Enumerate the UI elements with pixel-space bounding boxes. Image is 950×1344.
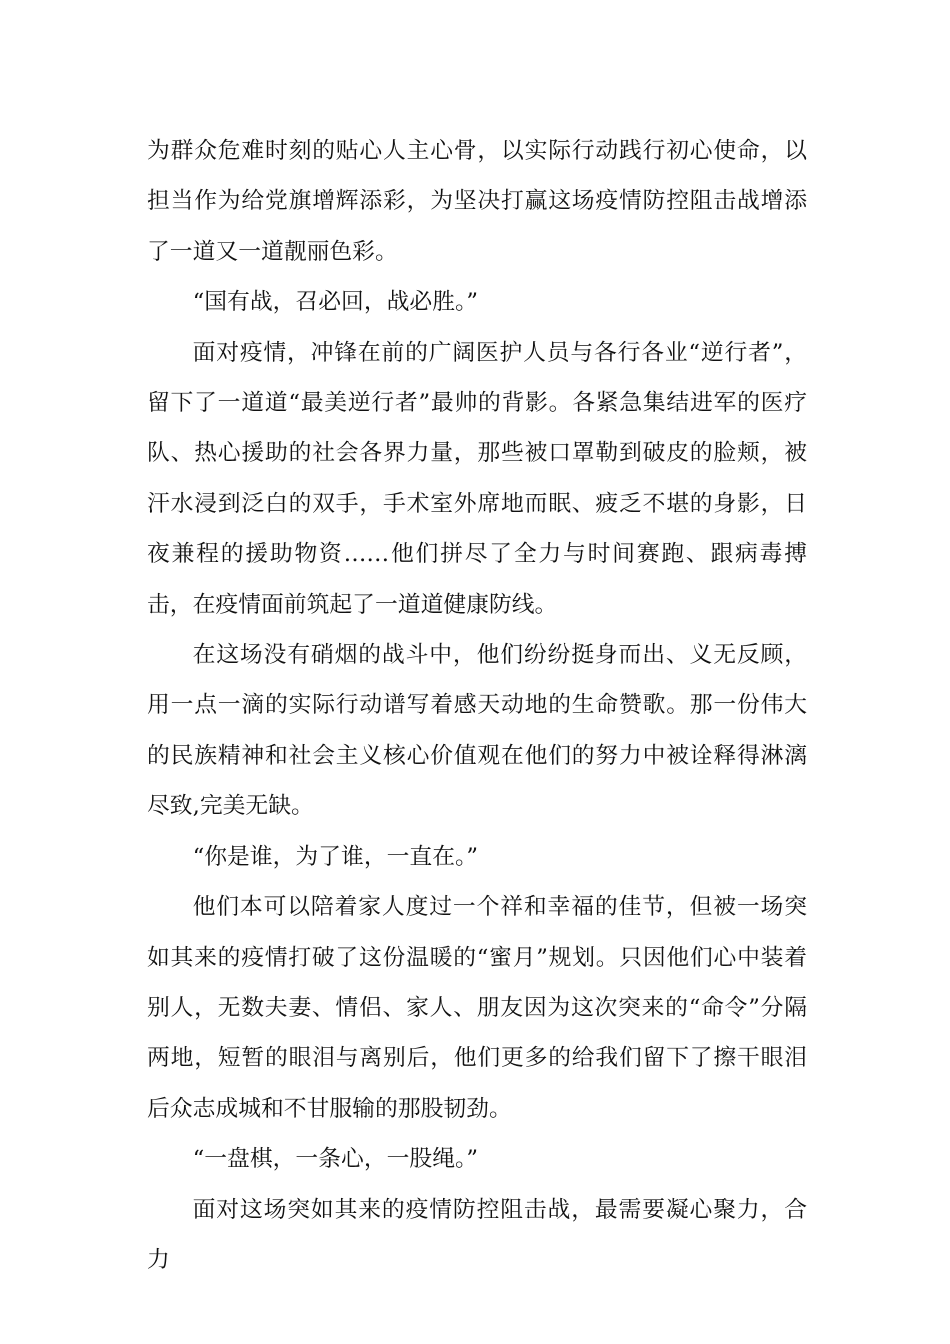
paragraph-7-quote: “一盘棋，一条心，一股绳。” [192,1146,479,1173]
paragraph-1: 为群众危难时刻的贴心人主心骨，以实际行动践行初心使命，以担当作为给党旗增辉添彩，为坚决打赢这场疫情防控阻击战增添了一道又一道靓丽色彩。 [147,138,807,265]
paragraph-4: 在这场没有硝烟的战斗中，他们纷纷挺身而出、义无反顾，用一点一滴的实际行动谱写着感天动地的生命赞歌。那一份伟大的民族精神和社会主义核心价值观在他们的努力中被诠释得淋漓尽致,完美无缺。 [147,642,807,820]
paragraph-5-quote: “你是谁，为了谁，一直在。” [192,843,479,870]
paragraph-3: 面对疫情，冲锋在前的广阔医护人员与各行各业“逆行者”，留下了一道道“最美逆行者”最帅的背影。各紧急集结进军的医疗队、热心援助的社会各界力量，那些被口罩勒到破皮的脸颊，被汗水浸到泛白的双手，手术室外席地而眠、疲乏不堪的身影，日夜兼程的援助物资……他们拼尽了全力与时间赛跑、跟病毒搏击，在疫情面前筑起了一道道健康防线。 [147,339,807,618]
paragraph-2-quote: “国有战，召必回，战必胜。” [192,289,479,316]
paragraph-6: 他们本可以陪着家人度过一个祥和幸福的佳节，但被一场突如其来的疫情打破了这份温暖的“蜜月”规划。只因他们心中装着别人，无数夫妻、情侣、家人、朋友因为这次突来的“命令”分隔两地，短暂的眼泪与离别后，他们更多的给我们留下了擦干眼泪后众志成城和不甘服输的那股韧劲。 [147,894,807,1122]
document-body [147,126,807,1285]
paragraph-8: 面对这场突如其来的疫情防控阻击战，最需要凝心聚力，合力 [147,1196,807,1273]
